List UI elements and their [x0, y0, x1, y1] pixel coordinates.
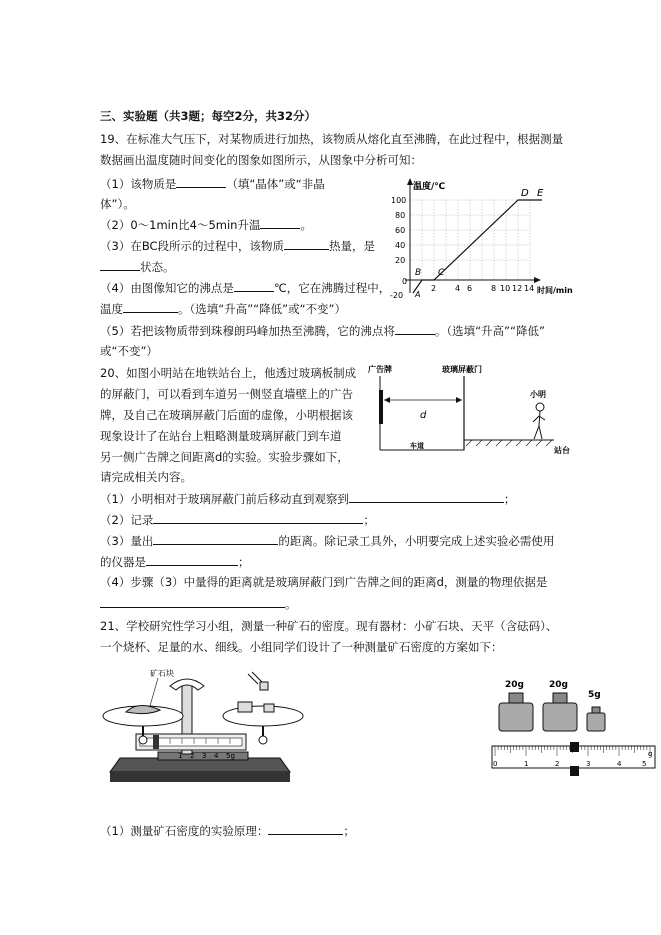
- xtick-4: 4: [455, 284, 461, 293]
- q19-p1c: 体”）。: [100, 197, 135, 211]
- xtick-10: 10: [500, 284, 511, 293]
- person-label: 小明: [530, 390, 546, 399]
- q19-blank-6[interactable]: [123, 300, 178, 313]
- q20-part-4: （4）步骤（3）中量得的距离就是玻璃屏蔽门到广告牌之间的距离d，测量的物理依据是: [100, 575, 548, 589]
- q20-p4end: 。: [285, 597, 297, 611]
- q20-part-3b: [100, 553, 250, 570]
- graph-grid: [410, 200, 530, 280]
- beam-tick-2: 2: [190, 752, 195, 760]
- q20-line-6: 请完成相关内容。: [100, 470, 192, 484]
- q20-part-2: [100, 511, 375, 528]
- q20-blank-4[interactable]: [146, 553, 238, 566]
- temperature-time-graph: [385, 175, 573, 305]
- q19-blank-4[interactable]: [100, 258, 140, 271]
- q19-blank-2[interactable]: [260, 216, 300, 229]
- x-axis-arrow: [534, 277, 541, 283]
- q20-p2end: ；: [363, 513, 375, 527]
- q20-p3a: （3）量出: [100, 534, 154, 548]
- q19-p2a: （2）0～1min比4～5min升温: [100, 218, 261, 232]
- q20-p2: （2）记录: [100, 513, 154, 527]
- q19-p1a: （1）该物质是: [100, 177, 177, 191]
- q20-line-4: 现象设计了在站台上粗略测量玻璃屏蔽门到车道: [100, 429, 342, 443]
- right-pan: [223, 706, 303, 726]
- q19-part-3b: [100, 258, 175, 275]
- subway-diagram: [362, 360, 582, 460]
- q20-blank-5[interactable]: [100, 595, 285, 608]
- section-title: 三、实验题（共3题；每空2分，共32分）: [100, 109, 317, 123]
- ytick-40: 40: [395, 241, 406, 250]
- q19-p2b: 。: [300, 218, 312, 232]
- graph-origin: 0: [402, 277, 408, 286]
- q20-blank-1[interactable]: [349, 490, 504, 503]
- q19-p3b: 热量，是: [329, 239, 376, 253]
- pan-weight-1: [238, 702, 252, 712]
- q20-line-2: 的屏蔽门，可以看到车道另一侧竖直墙壁上的广告: [100, 387, 353, 401]
- point-D: D: [521, 188, 529, 199]
- ytick-neg20: -20: [390, 291, 404, 300]
- glass-door-label: 玻璃屏蔽门: [442, 365, 482, 374]
- q19-line-1: 19、在标准大气压下，对某物质进行加热，该物质从熔化直至沸腾，在此过程中，根据测量: [100, 132, 564, 146]
- q19-part-5: [100, 322, 545, 339]
- balance-base-bottom: [110, 772, 290, 782]
- pan-weight-2: [264, 704, 274, 712]
- weight-label-1: 20g: [505, 680, 524, 690]
- q20-p1end: ；: [503, 492, 516, 506]
- q19-p1b: （填“晶体”或“非晶: [226, 177, 325, 191]
- point-E: E: [537, 188, 544, 199]
- q19-p4b: ℃，它在沸腾过程中，: [273, 281, 391, 295]
- balance-figure: [98, 664, 308, 794]
- ore-label: 矿石块: [150, 669, 174, 678]
- beam-tick-5g: 5g: [226, 752, 235, 760]
- platform-hatch: [466, 440, 552, 446]
- q19-p3c: 状态。: [140, 260, 175, 274]
- q19-part-3: [100, 237, 375, 254]
- ruler-label-2: 2: [555, 760, 560, 768]
- left-nut[interactable]: [139, 736, 147, 744]
- q19-part-4: [100, 279, 390, 296]
- q20-part-3: [100, 532, 554, 549]
- right-nut[interactable]: [259, 736, 267, 744]
- weights-figure: [495, 675, 615, 737]
- ruler-label-3: 3: [586, 760, 591, 768]
- q21-line-1: 21、学校研究性学习小组，测量一种矿石的密度。现有器材：小矿石块、天平（含砝码）、: [100, 619, 558, 633]
- weight-20g-b: [543, 693, 577, 731]
- q20-p3c: 的仪器是: [100, 555, 146, 569]
- q19-p4c: 温度: [100, 302, 123, 316]
- ruler-label-5: 5: [642, 760, 647, 768]
- xtick-12: 12: [512, 284, 523, 293]
- q20-line-3: 牌，及自己在玻璃屏蔽门后面的虚像，小明根据该: [100, 408, 353, 422]
- point-C: C: [438, 268, 445, 278]
- beam-tick-3: 3: [202, 752, 207, 760]
- ytick-80: 80: [395, 211, 406, 220]
- q19-p5a: （5）若把该物质带到珠穆朗玛峰加热至沸腾，它的沸点将: [100, 324, 395, 338]
- q19-p4a: （4）由图像知它的沸点是: [100, 281, 234, 295]
- q19-p5c: 或“不变”）: [100, 344, 158, 358]
- q19-blank-1[interactable]: [176, 175, 226, 188]
- ytick-20: 20: [395, 256, 406, 265]
- q20-line-1: 20、如图小明站在地铁站台上，他透过玻璃板制成: [100, 366, 357, 380]
- rider-scale-ruler: [490, 742, 660, 780]
- q20-part-4b: [100, 595, 297, 612]
- q19-part-4b: [100, 300, 346, 317]
- ruler-label-4: 4: [617, 760, 622, 768]
- graph-ylabel: 温度/℃: [413, 182, 446, 192]
- q20-part-1: [100, 490, 515, 507]
- q21-part-1: [100, 822, 355, 839]
- weight-label-2: 20g: [549, 680, 568, 690]
- q19-blank-3[interactable]: [284, 237, 329, 250]
- ruler-rider-top[interactable]: [570, 742, 579, 752]
- ore-pointer: [150, 678, 158, 706]
- q20-blank-3[interactable]: [153, 532, 278, 545]
- tweezers-weight: [260, 682, 268, 690]
- q19-part-2: [100, 216, 312, 233]
- platform-label: 站台: [554, 446, 570, 455]
- distance-d-label: d: [420, 410, 427, 421]
- ruler-rider-bottom[interactable]: [570, 766, 579, 776]
- xtick-6: 6: [467, 284, 473, 293]
- q20-line-5: 另一侧广告牌之间距离d的实验。实验步骤如下，: [100, 450, 349, 464]
- q21-blank-1[interactable]: [268, 822, 343, 835]
- q20-p3b: 的距离。除记录工具外，小明要完成上述实验必需使用: [278, 534, 555, 548]
- q19-part-1: [100, 175, 325, 192]
- beam-tick-4: 4: [214, 752, 219, 760]
- q19-p4d: 。（选填“升高”“降低”或“不变”）: [178, 302, 346, 316]
- temperature-curve: [413, 200, 542, 293]
- xtick-8: 8: [491, 284, 497, 293]
- ad-board-label: 广告牌: [368, 365, 392, 374]
- arrow-right: [456, 397, 462, 403]
- weight-20g-a: [499, 693, 533, 731]
- point-A: A: [415, 290, 421, 299]
- q19-p3a: （3）在BC段所示的过程中，该物质: [100, 239, 285, 253]
- ruler-unit: g: [648, 750, 653, 758]
- ruler-label-1: 1: [524, 760, 529, 768]
- ytick-60: 60: [395, 226, 406, 235]
- q20-p3end: ；: [238, 555, 250, 569]
- point-B: B: [415, 268, 422, 278]
- q19-line-2: 数据画出温度随时间变化的图象如图所示，从图象中分析可知：: [100, 153, 422, 167]
- rider[interactable]: [153, 735, 159, 749]
- q21-line-2: 一个烧杯、足量的水、细线。小组同学们设计了一种测量矿石密度的方案如下：: [100, 640, 503, 654]
- q21-p1end: ；: [343, 824, 355, 838]
- track-label: 车道: [410, 442, 424, 450]
- ytick-100: 100: [391, 196, 407, 205]
- q19-blank-7[interactable]: [395, 322, 435, 335]
- person-figure: [533, 403, 545, 439]
- weight-5g: [587, 707, 605, 731]
- weight-label-3: 5g: [588, 690, 601, 700]
- q20-blank-2[interactable]: [153, 511, 363, 524]
- xtick-2: 2: [431, 284, 437, 293]
- graph-xlabel: 时间/min: [537, 286, 573, 295]
- q21-p1: （1）测量矿石密度的实验原理：: [100, 824, 269, 838]
- ruler-label-0: 0: [493, 760, 498, 768]
- arrow-left: [384, 397, 390, 403]
- beam-tick-1: 1: [178, 752, 183, 760]
- q19-p5b: 。（选填“升高”“降低”: [434, 324, 545, 338]
- xtick-14: 14: [524, 284, 535, 293]
- q20-p1: （1）小明相对于玻璃屏蔽门前后移动直到观察到: [100, 492, 349, 506]
- q19-blank-5[interactable]: [234, 279, 274, 292]
